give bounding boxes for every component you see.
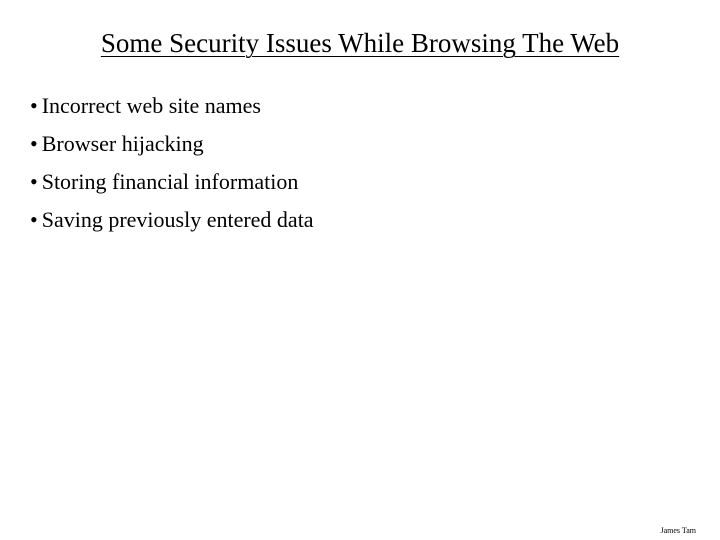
footer-author: James Tam [660, 526, 696, 535]
bullet-icon: • [30, 131, 38, 156]
bullet-item [30, 204, 314, 242]
bullet-item [30, 166, 314, 204]
bullet-icon: • [30, 93, 38, 118]
bullet-list [30, 90, 314, 242]
bullet-text: Browser hijacking [41, 131, 204, 156]
bullet-text: Saving previously entered data [41, 207, 314, 232]
bullet-item [30, 90, 314, 128]
bullet-text: Storing financial information [41, 169, 299, 194]
bullet-icon: • [30, 169, 38, 194]
bullet-text: Incorrect web site names [41, 93, 261, 118]
slide-title: Some Security Issues While Browsing The Web [100, 28, 620, 58]
bullet-icon: • [30, 207, 38, 232]
bullet-item [30, 128, 314, 166]
